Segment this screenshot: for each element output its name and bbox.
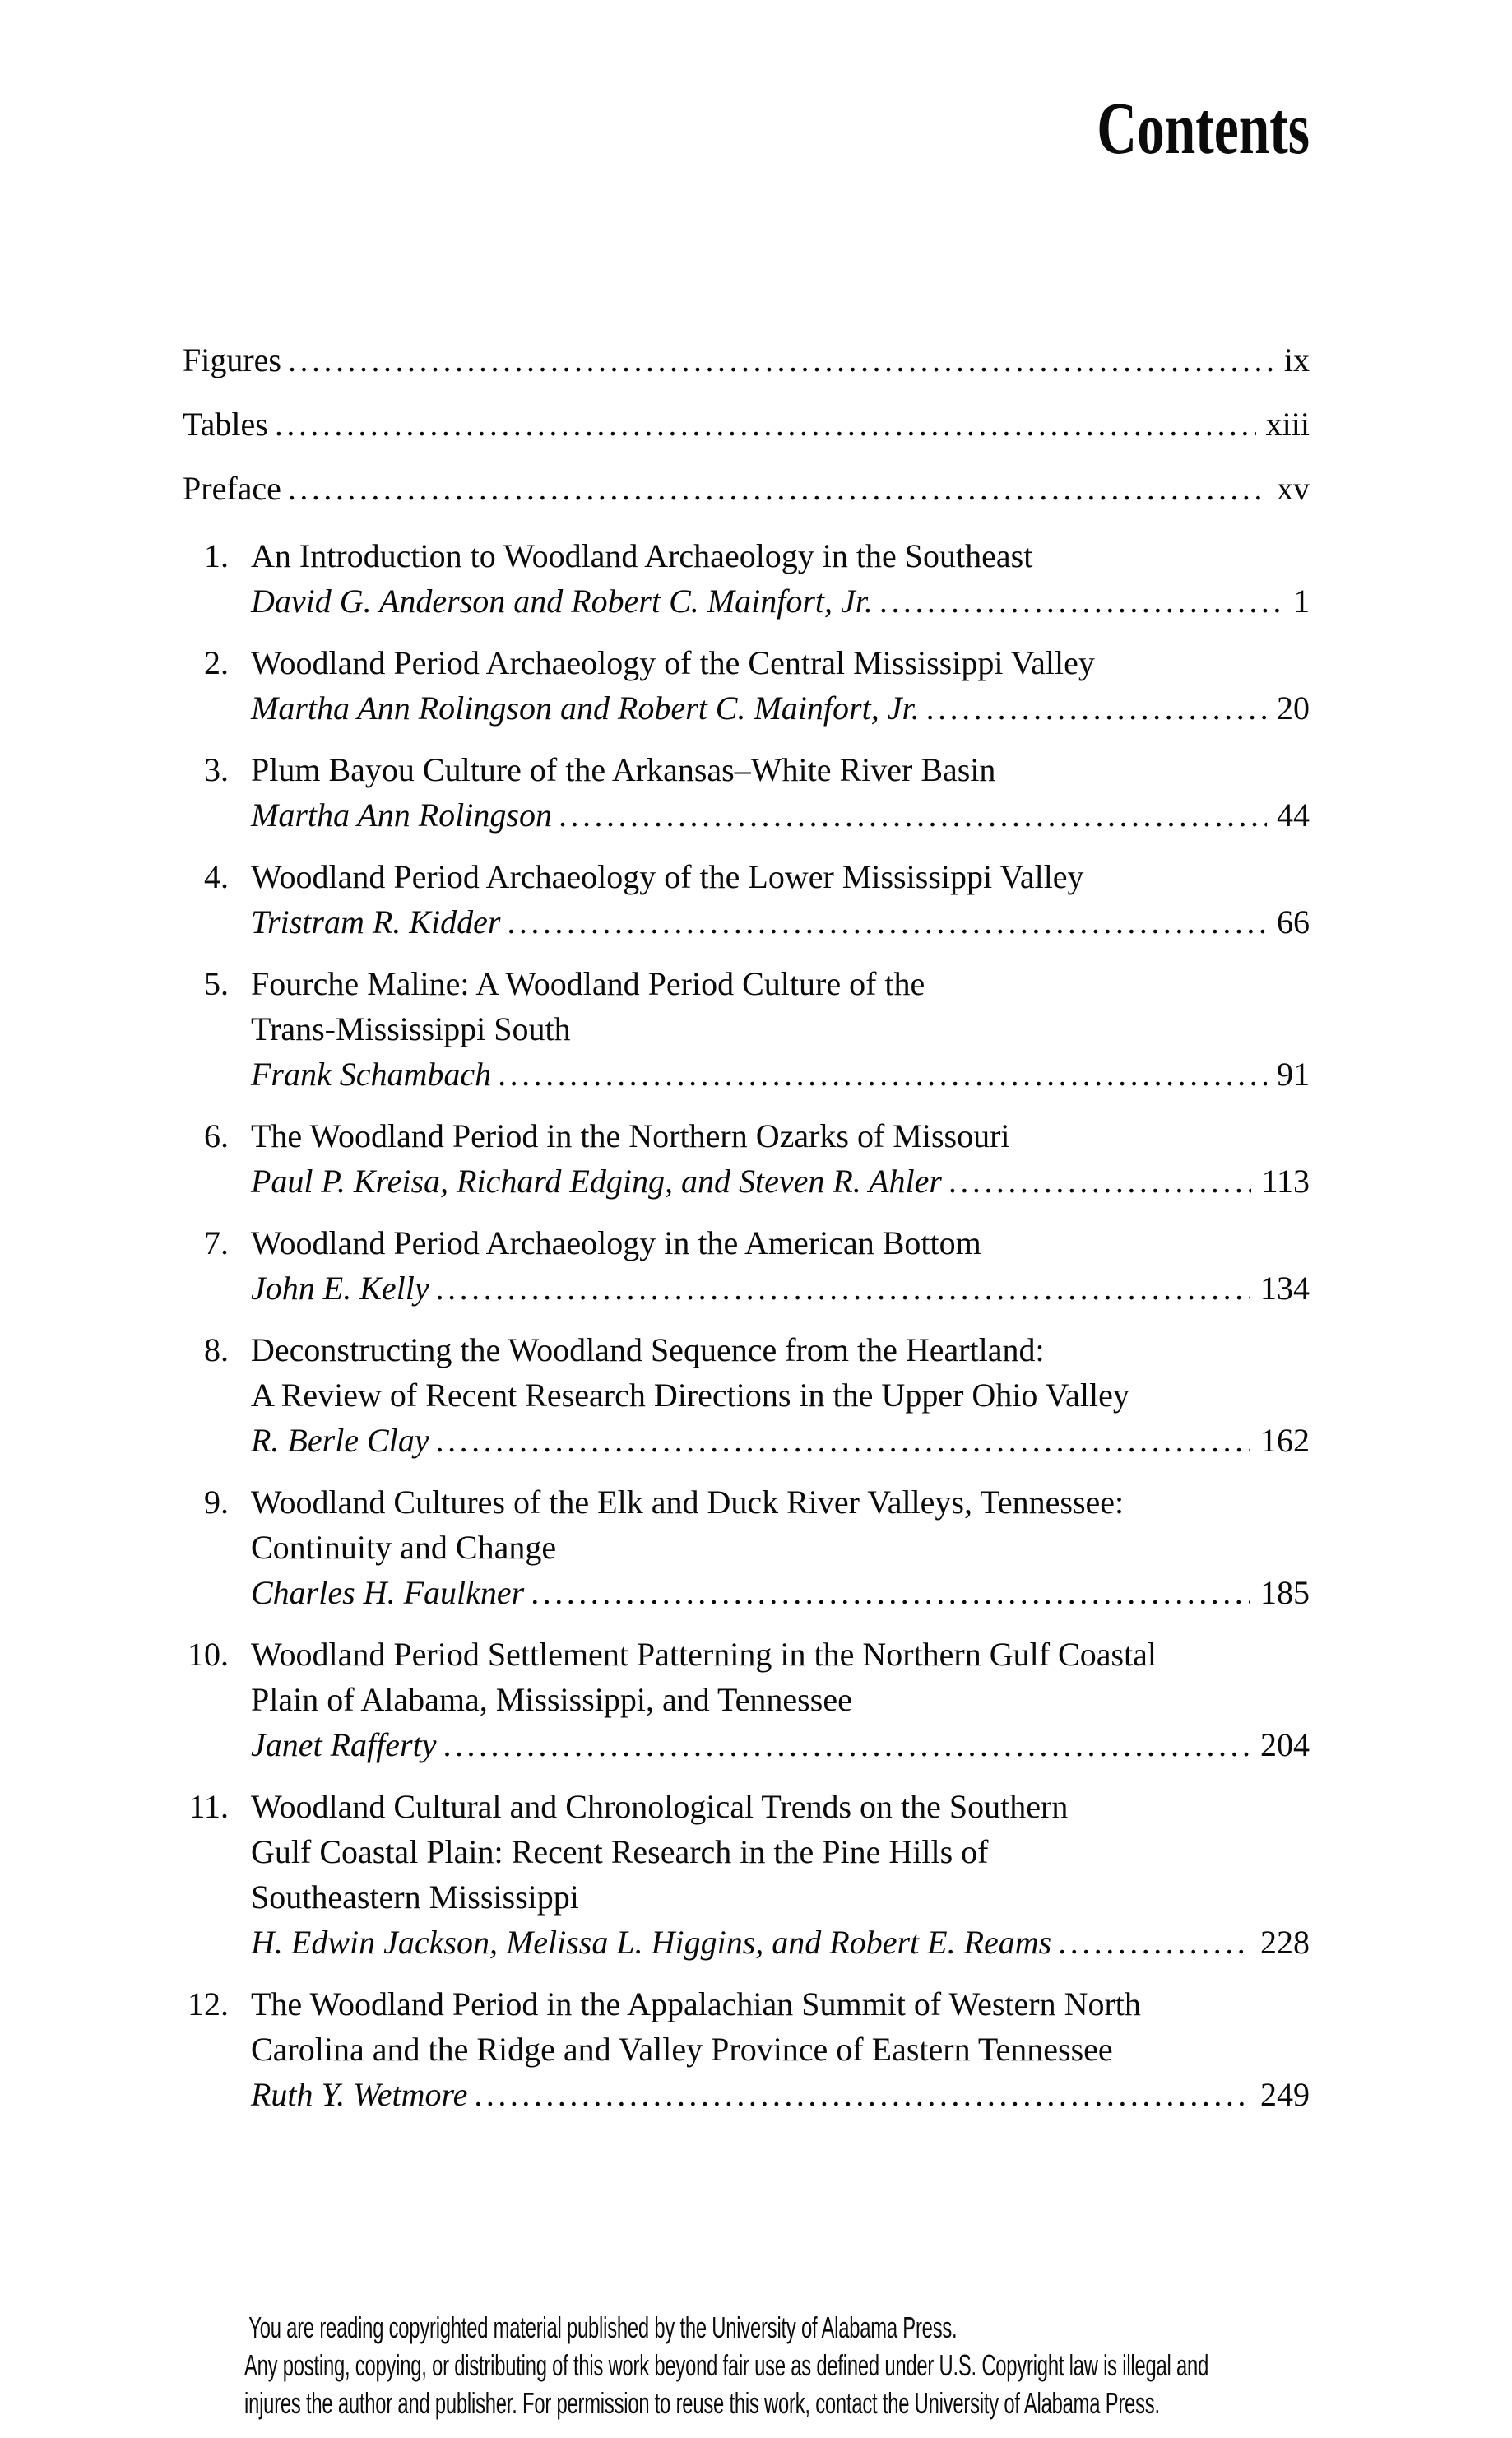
chapter-author-row <box>251 1159 1310 1204</box>
chapter-author-row <box>251 1265 1310 1311</box>
chapter-number: 3. <box>204 751 229 788</box>
chapter-title-line: Woodland Cultures of the Elk and Duck River Valleys, Tennessee: <box>251 1484 1125 1521</box>
toc-page-number: 162 <box>1260 1422 1310 1459</box>
chapter-authors: John E. Kelly <box>251 1270 429 1307</box>
toc-chapter-entry <box>183 533 1310 624</box>
chapter-title-line: Carolina and the Ridge and Valley Province of Eastern Tennessee <box>251 2031 1113 2068</box>
copyright-line: injures the author and publisher. For permission to reuse this work, contact the University of Alabama Press. <box>244 2386 1160 2420</box>
toc-chapter-entry <box>183 1113 1310 1204</box>
chapter-number: 7. <box>204 1224 229 1261</box>
chapter-number: 10. <box>188 1636 229 1673</box>
copyright-line: Any posting, copying, or distributing of this work beyond fair use as defined under U.S. Copyright law is illegal and <box>244 2348 1209 2382</box>
chapter-author-row <box>251 1920 1310 1965</box>
chapter-number: 2. <box>204 644 229 681</box>
chapter-author-row <box>251 792 1310 838</box>
dot-leader <box>443 1722 1250 1767</box>
toc-label: Figures <box>183 341 281 378</box>
toc-page-number: 134 <box>1260 1270 1310 1307</box>
chapter-body <box>251 1479 1310 1615</box>
chapter-body <box>251 640 1310 731</box>
chapter-number: 5. <box>204 965 229 1002</box>
chapter-author-row <box>251 1052 1310 1097</box>
dot-leader <box>498 1052 1267 1097</box>
chapter-author-row <box>251 1570 1310 1615</box>
dot-leader <box>1058 1920 1250 1965</box>
toc-front-matter-row <box>183 337 1310 383</box>
toc-page-number: xiii <box>1265 406 1310 443</box>
toc-chapter-entry <box>183 1632 1310 1767</box>
chapter-number: 9. <box>204 1484 229 1521</box>
chapter-number: 4. <box>204 858 229 895</box>
dot-leader <box>288 466 1267 511</box>
chapter-title-line: Deconstructing the Woodland Sequence from the Heartland: <box>251 1331 1045 1368</box>
copyright-notice <box>244 2309 1208 2422</box>
toc-chapter-entry <box>183 747 1310 838</box>
table-of-contents <box>183 337 1310 2117</box>
front-matter-section <box>183 337 1310 530</box>
chapter-body <box>251 533 1310 624</box>
chapter-body <box>251 1220 1310 1311</box>
chapter-author-row <box>251 2072 1310 2117</box>
toc-page-number: 113 <box>1261 1163 1310 1200</box>
toc-chapter-entry <box>183 1981 1310 2117</box>
toc-chapter-entry <box>183 1327 1310 1463</box>
chapter-body <box>251 1632 1310 1767</box>
chapter-author-row <box>251 685 1310 731</box>
chapter-body <box>251 854 1310 945</box>
chapter-title-line: Southeastern Mississippi <box>251 1878 579 1916</box>
chapter-title-line: Trans-Mississippi South <box>251 1010 571 1047</box>
chapters-section <box>183 530 1310 2117</box>
chapter-title-line: Woodland Period Settlement Patterning in the Northern Gulf Coastal <box>251 1636 1157 1673</box>
chapter-author-row <box>251 1418 1310 1463</box>
toc-chapter-entry <box>183 854 1310 945</box>
chapter-title-line: Fourche Maline: A Woodland Period Culture of the <box>251 965 925 1002</box>
chapter-number: 6. <box>204 1117 229 1154</box>
chapter-body <box>251 1784 1310 1965</box>
toc-chapter-entry <box>183 1479 1310 1615</box>
dot-leader <box>288 337 1274 383</box>
toc-page-number: 44 <box>1277 796 1310 834</box>
chapter-authors: H. Edwin Jackson, Melissa L. Higgins, and Robert E. Reams <box>251 1924 1052 1961</box>
copyright-line: You are reading copyrighted material published by the University of Alabama Press. <box>248 2310 958 2344</box>
dot-leader <box>926 685 1267 731</box>
chapter-title-line: Woodland Period Archaeology of the Central Mississippi Valley <box>251 644 1095 681</box>
toc-label: Tables <box>183 406 268 443</box>
toc-page-number: ix <box>1283 341 1310 378</box>
toc-chapter-entry <box>183 1220 1310 1311</box>
toc-chapter-entry <box>183 961 1310 1097</box>
chapter-authors: Paul P. Kreisa, Richard Edging, and Steven R. Ahler <box>251 1163 942 1200</box>
chapter-authors: Tristram R. Kidder <box>251 903 501 940</box>
chapter-title-line: The Woodland Period in the Northern Ozarks of Missouri <box>251 1117 1010 1154</box>
chapter-title-line: Gulf Coastal Plain: Recent Research in the Pine Hills of <box>251 1833 989 1870</box>
chapter-author-row <box>251 899 1310 945</box>
chapter-authors: Charles H. Faulkner <box>251 1574 525 1611</box>
chapter-title-line: Plain of Alabama, Mississippi, and Tennessee <box>251 1681 852 1718</box>
chapter-title-line: The Woodland Period in the Appalachian Summit of Western North <box>251 1985 1141 2022</box>
toc-front-matter-row <box>183 466 1310 511</box>
chapter-title-line: Continuity and Change <box>251 1529 557 1566</box>
chapter-author-row <box>251 578 1310 624</box>
toc-page-number: 20 <box>1277 690 1310 727</box>
chapter-number: 8. <box>204 1331 229 1368</box>
dot-leader <box>948 1159 1252 1204</box>
chapter-body <box>251 1981 1310 2117</box>
chapter-number: 12. <box>188 1985 229 2022</box>
page-title: Contents <box>1097 88 1310 169</box>
toc-page-number: 249 <box>1260 2076 1310 2113</box>
toc-front-matter-row <box>183 402 1310 447</box>
dot-leader <box>531 1570 1250 1615</box>
chapter-authors: Martha Ann Rolingson <box>251 796 552 834</box>
chapter-title-line: Woodland Period Archaeology in the American Bottom <box>251 1224 981 1261</box>
chapter-authors: David G. Anderson and Robert C. Mainfort, Jr. <box>251 583 873 620</box>
chapter-title-line: An Introduction to Woodland Archaeology in the Southeast <box>251 537 1033 574</box>
chapter-title-line: A Review of Recent Research Directions in the Upper Ohio Valley <box>251 1377 1129 1414</box>
chapter-title-line: Woodland Cultural and Chronological Trends on the Southern <box>251 1788 1069 1825</box>
chapter-number: 11. <box>188 1788 229 1825</box>
dot-leader <box>879 578 1283 624</box>
chapter-number: 1. <box>204 537 229 574</box>
dot-leader <box>507 899 1267 945</box>
chapter-authors: Martha Ann Rolingson and Robert C. Mainfort, Jr. <box>251 690 920 727</box>
chapter-title-line: Woodland Period Archaeology of the Lower Mississippi Valley <box>251 858 1084 895</box>
chapter-body <box>251 1327 1310 1463</box>
toc-chapter-entry <box>183 640 1310 731</box>
toc-page-number: 91 <box>1277 1056 1310 1093</box>
chapter-authors: Frank Schambach <box>251 1056 492 1093</box>
toc-chapter-entry <box>183 1784 1310 1965</box>
dot-leader <box>275 402 1256 447</box>
chapter-author-row <box>251 1722 1310 1767</box>
toc-label: Preface <box>183 470 281 507</box>
chapter-authors: R. Berle Clay <box>251 1422 429 1459</box>
toc-page-number: 228 <box>1260 1924 1310 1961</box>
chapter-title-line: Plum Bayou Culture of the Arkansas–White River Basin <box>251 751 996 788</box>
toc-page-number: 66 <box>1277 903 1310 940</box>
toc-page-number: 1 <box>1293 583 1310 620</box>
chapter-authors: Ruth Y. Wetmore <box>251 2076 468 2113</box>
chapter-body <box>251 747 1310 838</box>
chapter-body <box>251 1113 1310 1204</box>
toc-page-number: 204 <box>1260 1726 1310 1763</box>
dot-leader <box>436 1418 1250 1463</box>
dot-leader <box>474 2072 1250 2117</box>
chapter-authors: Janet Rafferty <box>251 1726 437 1763</box>
toc-page-number: xv <box>1277 470 1310 507</box>
toc-page-number: 185 <box>1260 1574 1310 1611</box>
dot-leader <box>559 792 1267 838</box>
dot-leader <box>436 1265 1250 1311</box>
chapter-body <box>251 961 1310 1097</box>
